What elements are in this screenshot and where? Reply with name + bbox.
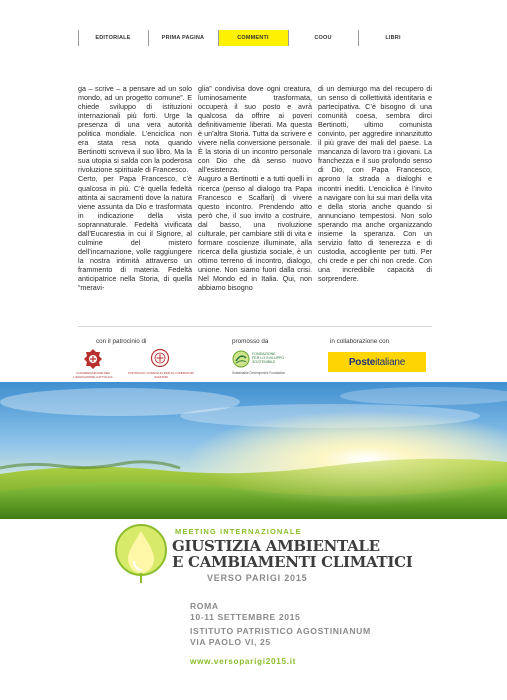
- tab-label: LIBRI: [385, 35, 401, 41]
- landscape-image: [0, 382, 507, 519]
- top-navigation: [78, 30, 428, 46]
- foundation-name: [252, 352, 314, 365]
- paragraph: Auguro a Bertinotti e a tutti quelli in ricerca (penso al dialogo tra Papa Francesco e Scalfari) di vivere questo incontro. Prendendo atto però che, il suo invito a costruire, dal basso, una rivoluzione culturale, per cambiare stili di vita e formare coscienze illuminate, alla ricerca della giustizia sociale, è un ottimo terreno di incontro, dialogo, unione. Non siamo fuori dalla crisi. Nel Mondo ed in Italia. Qui, non abbiamo bisogno: [198, 174, 312, 293]
- tab-coou[interactable]: [288, 30, 358, 46]
- tab-label: COMMENTI: [237, 35, 269, 41]
- promoted-label: promosso da: [232, 338, 269, 345]
- tab-label: COOU: [314, 35, 332, 41]
- event-city: ROMA: [190, 601, 219, 611]
- foundation-line: FONDAZIONE: [252, 352, 276, 356]
- seal-icon: [150, 348, 170, 373]
- tab-commenti[interactable]: [218, 30, 288, 46]
- paragraph: di un demiurgo ma del recupero di un senso di collettività identitaria e partecipativa. C’è bisogno di una comunità coesa, sembra dirci Bertinotti, ultimo comunista convinto, per aggredire innanzitutto il più grave dei mali del paese. La mancanza di lavoro tra i giovani. La franchezza e il suo profondo senso di Dio, con Papa Francesco, aprono la strada a dialoghi e incontri inediti. L’enciclica è l’invito a navigare con lui sui mari della vita e della storia anche quando si annunciano tempestosi. Non solo sperando ma anche organizzando insieme la speranza. Con un servizio fatto di tenerezza e di custodia, accogliente per tutti. Per chi crede e per chi non crede. Con una incredibile capacità di sorprendere.: [318, 84, 432, 283]
- tab-libri[interactable]: [358, 30, 428, 46]
- poste-logo-bold: Poste: [348, 356, 376, 368]
- article-body: [78, 84, 432, 320]
- article-column-3: [318, 84, 432, 320]
- event-address: VIA PAOLO VI, 25: [190, 637, 271, 647]
- tab-editoriale[interactable]: [78, 30, 148, 46]
- foundation-logo-icon: [232, 350, 250, 373]
- event-subtitle: VERSO PARIGI 2015: [207, 573, 308, 583]
- event-venue: ISTITUTO PATRISTICO AGOSTINIANUM: [190, 626, 371, 636]
- posteitaliane-logo: [328, 352, 426, 372]
- poste-logo-regular: italiane: [375, 356, 406, 368]
- patron2-text: PONTIFICIO CONSIGLIO PER GLI OPERATORI SANITARI: [128, 371, 194, 379]
- tab-label: EDITORIALE: [95, 35, 131, 41]
- event-kicker: MEETING INTERNAZIONALE: [175, 527, 302, 536]
- tab-label: PRIMA PAGINA: [161, 35, 205, 41]
- paragraph: ga – scrive – a pensare ad un solo mondo, ad un progetto comune”. E chiede sviluppo di istituzioni internazionali più forti. Urge la presenza di una vera autorità politica mondiale. L’enciclica non era stata resa nota quando Bertinotti scriveva il suo libro. Ma la sua utopia si salda con la poderosa rivoluzione spirituale di Francesco.: [78, 84, 192, 175]
- event-website-link[interactable]: www.versoparigi2015.it: [190, 657, 297, 666]
- tab-prima-pagina[interactable]: [148, 30, 218, 46]
- patronage-label: con il patrocinio di: [96, 338, 147, 345]
- article-column-2: [198, 84, 312, 320]
- foundation-line: SOSTENIBILE: [252, 360, 276, 365]
- foundation-line: PER LO SVILUPPO: [252, 356, 285, 361]
- foundation-subtitle: Sustainable Development Foundation: [232, 371, 286, 375]
- event-dates: 10-11 SETTEMBRE 2015: [190, 612, 301, 622]
- event-title-line: E CAMBIAMENTI CLIMATICI: [172, 553, 413, 571]
- divider: [78, 326, 432, 327]
- drop-logo-icon: [114, 523, 168, 590]
- patron1-text: CONGREGAZIONE PER L'EDUCAZIONE CATTOLICA: [73, 371, 113, 379]
- paragraph: Certo, per Papa Francesco, c’è qualcosa in più. C’è quella fedeltà attinta ai sacramenti dove la natura viene assunta da Dio e trasformata in indicazione della vista soprannaturale. Fedeltà vivificata dall’Eucarestia in cui il Signore, al culmine del mistero dell’incarnazione, volle raggiungere la nostra intimità attraverso un frammento di materia. Fedeltà anticipatrice nella Storia, di quella “meravi-: [78, 174, 192, 293]
- collab-label: in collaborazione con: [330, 338, 390, 345]
- article-column-1: [78, 84, 192, 320]
- event-title: [172, 538, 412, 570]
- paragraph: glia” condivisa dove ogni creatura, luminosamente trasformata, occuperà il suo posto e avrà qualcosa da offrire ai poveri definitivamente liberati. Ma questa è un’altra Storia. Tutta da scrivere e vivere nella conversione personale. È la storia di un incontro personale con Dio che dà senso nuovo all’esistenza.: [198, 84, 312, 175]
- event-title-line: GIUSTIZIA AMBIENTALE: [172, 537, 380, 555]
